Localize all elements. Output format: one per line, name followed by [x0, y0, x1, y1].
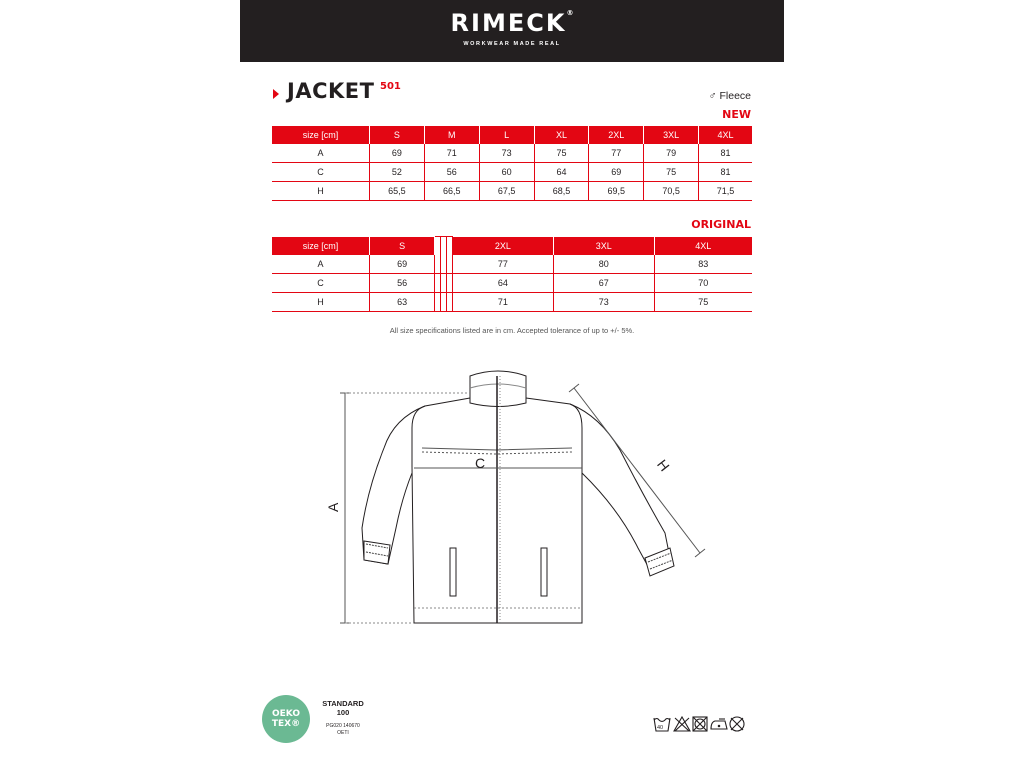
measurement-value-cell: 65,5 [370, 182, 425, 201]
measurement-value-cell: 80 [553, 255, 654, 274]
measurement-value-cell: 69 [370, 144, 425, 163]
brand-tagline: WORKWEAR MADE REAL [463, 41, 561, 47]
title-arrow-icon [273, 89, 279, 99]
measurement-value-cell: 67 [553, 274, 654, 293]
measure-h-label: H [654, 456, 673, 475]
measurement-name-cell: C [272, 274, 370, 293]
measurement-value-cell: 69 [589, 163, 644, 182]
measure-h-line [574, 388, 700, 553]
size-table-header [272, 126, 752, 144]
certificate-code: PG020 140670 [326, 723, 360, 729]
standard-label: STANDARD [322, 699, 364, 708]
size-header-cell: S [370, 126, 425, 144]
size-table-row [272, 274, 752, 293]
measurement-name-cell: H [272, 293, 370, 312]
no-bleach-icon [674, 717, 690, 731]
size-table-row [272, 293, 752, 312]
oeko-line1: OEKO [271, 709, 301, 719]
measurement-value-cell: 69 [370, 255, 435, 274]
measure-c-label: C [475, 455, 486, 471]
original-table-label: ORIGINAL [691, 218, 751, 231]
size-chart-page [240, 0, 784, 768]
measurement-value-cell: 64 [534, 163, 589, 182]
measurement-value-cell: 68,5 [534, 182, 589, 201]
size-table-header [272, 237, 752, 256]
measurement-name-cell: A [272, 144, 370, 163]
measurement-value-cell: 64 [453, 274, 554, 293]
left-pocket [450, 548, 456, 596]
jacket-right-sleeve [570, 404, 670, 570]
standard-number: 100 [336, 708, 350, 717]
measurement-value-cell: 75 [644, 163, 699, 182]
right-pocket [541, 548, 547, 596]
measurement-value-cell: 63 [370, 293, 435, 312]
product-title: JACKET [287, 79, 375, 103]
measurement-value-cell: 71,5 [699, 182, 752, 201]
size-header-cell: 4XL [699, 126, 752, 144]
jacket-collar [470, 371, 526, 407]
iron-low-icon [711, 719, 727, 729]
original-size-table [272, 236, 752, 312]
measurement-value-cell: 75 [654, 293, 752, 312]
measurement-value-cell: 73 [553, 293, 654, 312]
jacket-right-shoulder [526, 398, 582, 466]
measurement-value-cell: 75 [534, 144, 589, 163]
measurement-value-cell: 60 [479, 163, 534, 182]
size-header-cell: 4XL [654, 237, 752, 256]
size-table-row [272, 182, 752, 201]
measurement-value-cell: 77 [589, 144, 644, 163]
size-table-row [272, 255, 752, 274]
measurement-value-cell: 70,5 [644, 182, 699, 201]
size-header-cell: XL [534, 126, 589, 144]
size-header-cell: L [479, 126, 534, 144]
measurement-value-cell: 70 [654, 274, 752, 293]
oeko-line2: TEX® [271, 719, 301, 729]
measurement-value-cell: 71 [424, 144, 479, 163]
size-header-cell: 2XL [589, 126, 644, 144]
size-unit-header: size [cm] [272, 126, 370, 144]
no-tumble-dry-icon [693, 717, 707, 731]
jacket-diagram [320, 358, 720, 638]
measurement-value-cell: 83 [654, 255, 752, 274]
measurement-value-cell: 81 [699, 144, 752, 163]
measurement-value-cell: 73 [479, 144, 534, 163]
measurement-value-cell: 71 [453, 293, 554, 312]
product-gender-material [709, 90, 751, 102]
measurement-value-cell: 79 [644, 144, 699, 163]
measurement-name-cell: C [272, 163, 370, 182]
brand-logo [240, 9, 784, 37]
measurement-value-cell: 67,5 [479, 182, 534, 201]
product-number: 501 [380, 81, 401, 92]
size-unit-header: size [cm] [272, 237, 370, 256]
size-header-cell: M [424, 126, 479, 144]
male-icon: ♂ [708, 90, 717, 102]
size-table-row [272, 163, 752, 182]
size-header-cell: S [370, 237, 435, 256]
measurement-value-cell: 56 [370, 274, 435, 293]
jacket-left-sleeve [362, 406, 425, 564]
measurement-value-cell: 77 [453, 255, 554, 274]
measurement-value-cell: 52 [370, 163, 425, 182]
measurement-name-cell: H [272, 182, 370, 201]
measurement-value-cell: 56 [424, 163, 479, 182]
size-header-cell: 3XL [644, 126, 699, 144]
care-symbols [653, 714, 753, 734]
new-table-label: NEW [722, 108, 751, 121]
measurement-name-cell: A [272, 255, 370, 274]
svg-text:40: 40 [657, 725, 664, 731]
measurement-value-cell: 69,5 [589, 182, 644, 201]
no-dry-clean-icon [730, 717, 744, 731]
measurement-value-cell: 81 [699, 163, 752, 182]
size-table-row [272, 144, 752, 163]
new-size-table [272, 126, 752, 201]
tolerance-note: All size specifications listed are in cm. Accepted tolerance of up to +/- 5%. [389, 326, 635, 335]
wash-40-icon [654, 718, 670, 731]
oeko-tex-logo [262, 695, 310, 743]
brand-header [240, 0, 784, 62]
registered-mark: ® [566, 9, 574, 17]
size-header-cell: 3XL [553, 237, 654, 256]
certificate-institute: OETI [337, 730, 349, 736]
measure-a-label: A [325, 502, 341, 512]
measurement-value-cell: 66,5 [424, 182, 479, 201]
brand-name: RIMECK [450, 9, 567, 37]
product-material: Fleece [719, 90, 751, 102]
size-header-cell: 2XL [453, 237, 554, 256]
